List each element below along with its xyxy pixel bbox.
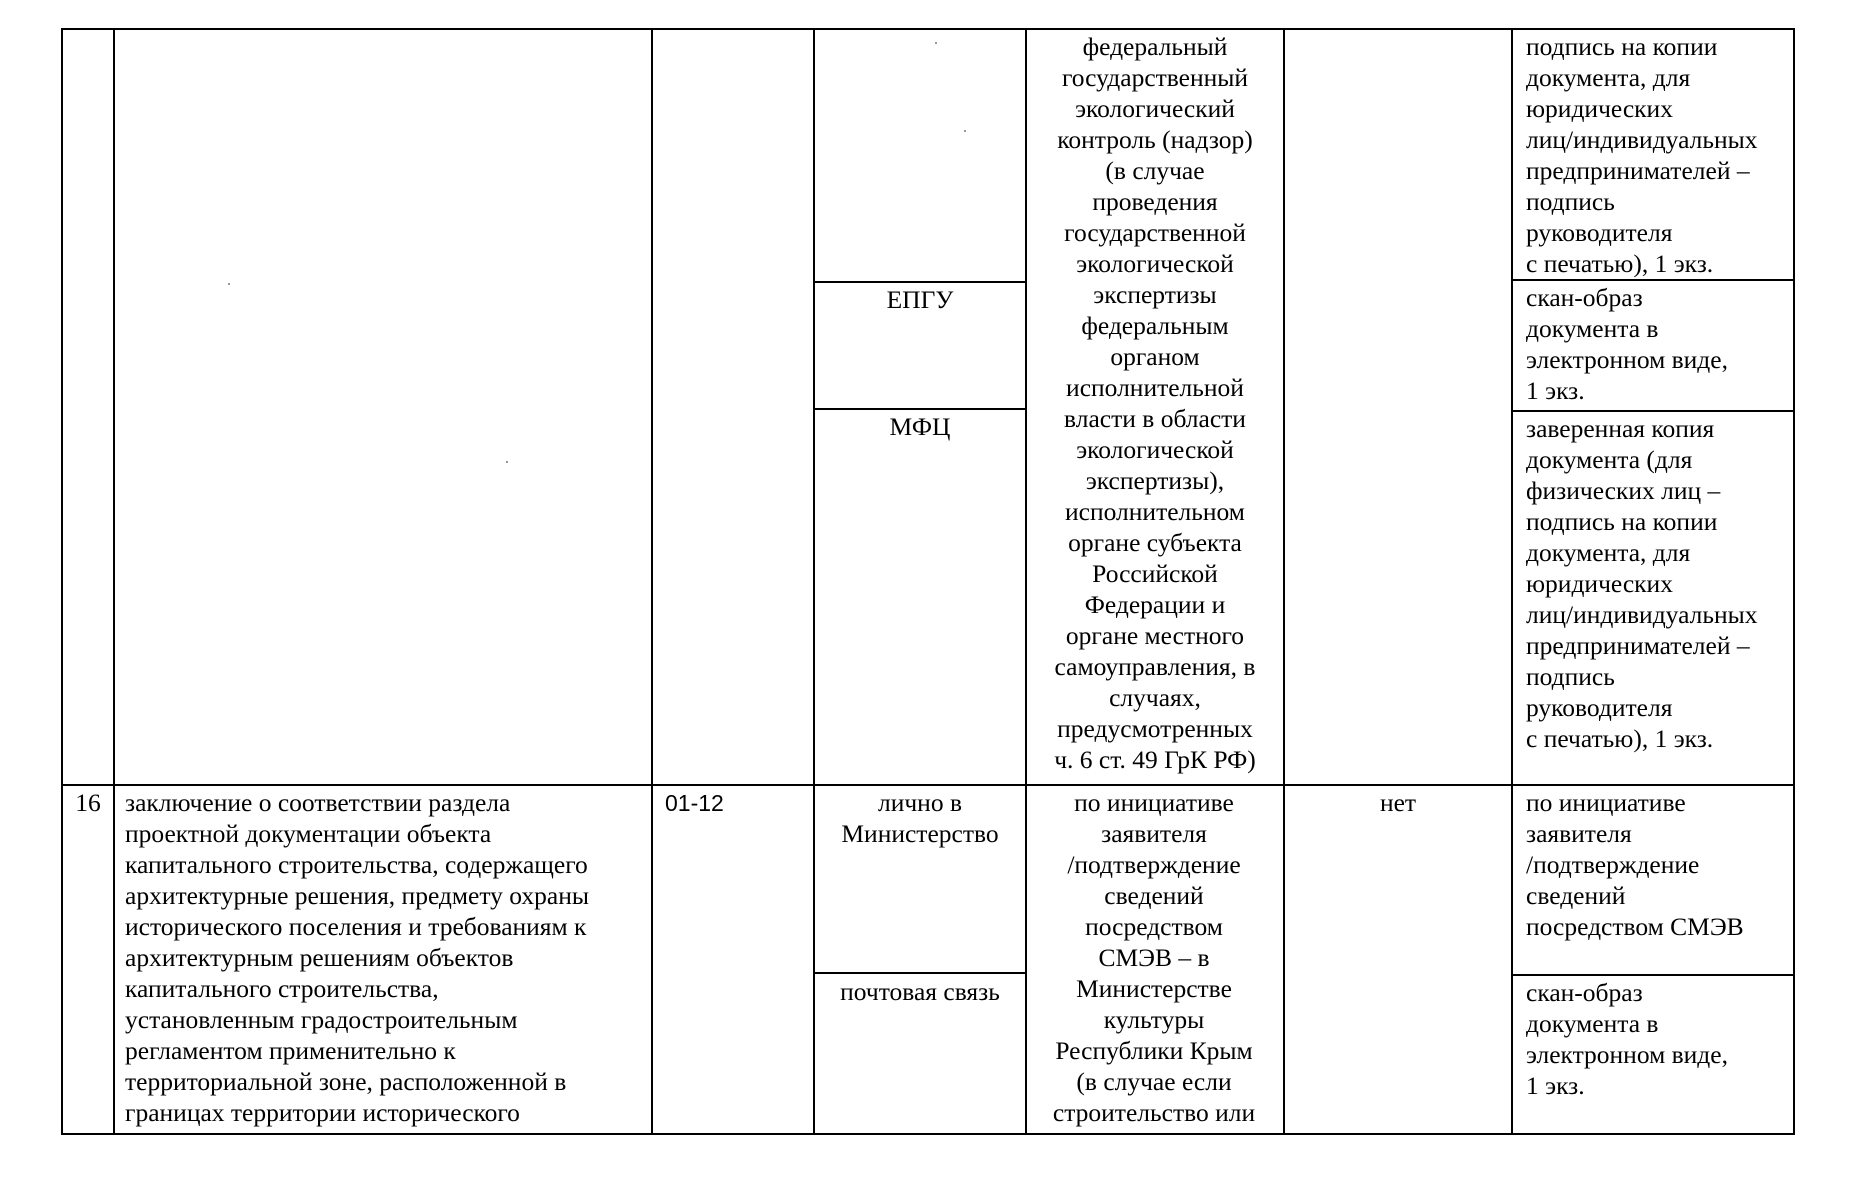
scan-speck: [228, 283, 230, 285]
channel-mfc: МФЦ: [889, 412, 951, 441]
channel-divider-epgu: [815, 281, 1027, 283]
channel-epgu: ЕПГУ: [886, 285, 954, 314]
col-border-2: [113, 28, 115, 1135]
col-border-3: [651, 28, 653, 1135]
row-16-form-in-person: по инициативе заявителя /подтверждение сведений посредством СМЭВ: [1526, 788, 1744, 941]
continued-row-form-copy-signature: подпись на копии документа, для юридических лиц/индивидуальных предпринимателей – подпись руководителя с печатью), 1 экз.: [1526, 32, 1758, 278]
scan-speck: [935, 42, 937, 44]
row-16-center-column: по инициативе заявителя /подтверждение сведений посредством СМЭВ – в Министерстве культуры Республики Крым (в случае если строительство или: [1052, 788, 1256, 1127]
continued-row-form-scan: скан-образ документа в электронном виде, 1 экз.: [1526, 283, 1728, 405]
row-16-col6-value: нет: [1379, 788, 1417, 817]
row-16-top-border: [61, 784, 1795, 786]
table-bottom-border: [61, 1133, 1795, 1135]
continued-row-form-certified-copy: заверенная копия документа (для физических лиц – подпись на копии документа, для юридических лиц/индивидуальных предпринимателей – подпись руководителя с печатью), 1 экз.: [1526, 414, 1758, 753]
col-border-4: [813, 28, 815, 1135]
channel-divider-mfc: [815, 408, 1027, 410]
row-16-code: 01-12: [665, 790, 724, 816]
form-divider-post: [1511, 974, 1795, 976]
col-border-7: [1511, 28, 1513, 1135]
scan-speck: [506, 461, 508, 463]
channel-post: почтовая связь: [840, 977, 1000, 1006]
col-border-8: [1793, 28, 1795, 1135]
scan-speck: [964, 130, 966, 132]
col-border-1: [61, 28, 63, 1135]
row-16-document-name: заключение о соответствии раздела проектной документации объекта капитального строительства, содержащего архитектурные решения, предмету охраны исторического поселения и требованиям к архитектурным решениям объектов капитального строительства, установленным градостроительным регламентом применительно к территориальной зоне, расположенной в границах территории исторического: [125, 788, 590, 1127]
continued-row-center-column: федеральный государственный экологический контроль (надзор) (в случае проведения государственной экологической экспертизы федеральным органом исполнительной власти в области экологической экспертизы), исполнительном органе субъекта Российской Федерации и органе местного самоуправления, в случаях, предусмотренных ч. 6 ст. 49 ГрК РФ): [1054, 32, 1256, 774]
form-divider-epgu: [1513, 279, 1795, 281]
channel-in-person: лично в Министерство: [841, 788, 999, 848]
channel-divider-post: [813, 972, 1025, 974]
row-16-form-post: скан-образ документа в электронном виде, 1 экз.: [1526, 978, 1728, 1100]
table-top-border: [61, 28, 1795, 30]
row-16-number: 16: [75, 788, 101, 817]
form-divider-mfc: [1513, 410, 1795, 412]
col-border-6: [1283, 28, 1285, 1135]
